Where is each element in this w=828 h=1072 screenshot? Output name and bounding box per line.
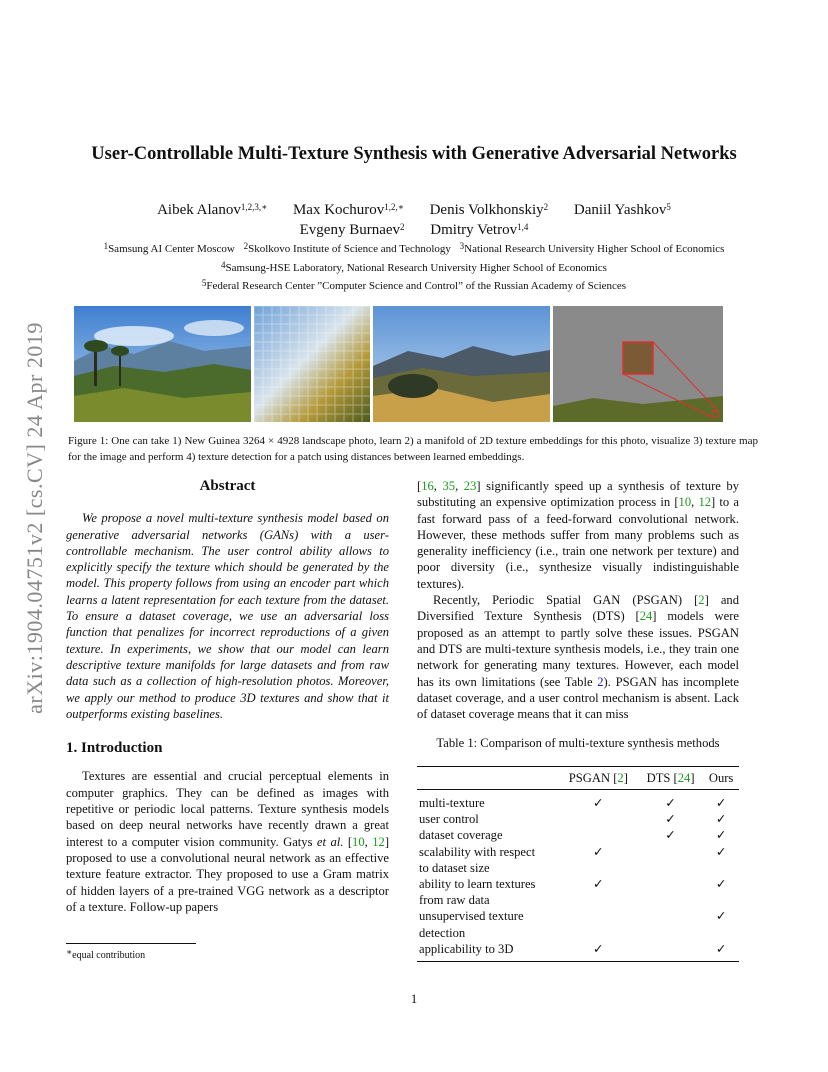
citation-link[interactable]: 35 bbox=[442, 479, 456, 493]
table-row: ability to learn textures from raw data ✓ ✓ bbox=[419, 876, 727, 908]
intro-heading: 1. Introduction bbox=[66, 740, 163, 757]
table-header-ours: Ours bbox=[708, 770, 734, 785]
arxiv-stamp: arXiv:1904.04751v2 [cs.CV] 24 Apr 2019 bbox=[22, 322, 47, 714]
table-caption: Table 1: Comparison of multi-texture synthesis methods bbox=[436, 736, 720, 751]
citation-link[interactable]: 24 bbox=[639, 609, 653, 624]
page-number: 1 bbox=[410, 992, 418, 1006]
citation-link[interactable]: 24 bbox=[677, 770, 691, 785]
right-paragraph-2: Recently, Periodic Spatial GAN (PSGAN) [2] and Diversified Texture Synthesis (DTS) [24] models were proposed as an attempt to partly solve these issues. PSGAN and DTS are multi-texture synthesis models, i.e., they train one network for generating many textures. However, each model has its own limitations (see Table 2). PSGAN has incomplete dataset coverage, and a user control mechanism is absent. Lack of dataset coverage means that it can miss bbox=[417, 593, 739, 722]
right-paragraph-1: [16, 35, 23] significantly speed up a synthesis of texture by substituting an expensive optimization process in [10, 12] to a fast forward pass of a feed-forward convolutional network. However, these methods suffer from many problems such as generality inefficiency (i.e., train one network per texture) and poor diversity (i.e., synthesize visually indistinguishable textures). bbox=[417, 479, 740, 591]
table-header-dts: DTS [24] bbox=[646, 770, 695, 785]
intro-paragraph: Textures are essential and crucial perceptual elements in computer graphics. They can be defined as images with repetitive or periodic local patterns. Texture synthesis models based on deep neural networks have recently drawn a great interest to a computer vision community. Gatys et al. [10, 12] proposed to use a convolutional neural network as an effective texture feature extractor. They proposed to use a Gram matrix of hidden layers of a pre-trained VGG network as a descriptor of a texture. Follow-up papers bbox=[66, 769, 390, 914]
figure-1 bbox=[74, 306, 723, 422]
table-header-blank bbox=[417, 766, 559, 789]
footnote: ∗equal contribution bbox=[66, 943, 196, 961]
author: Denis Volkhonskiy$^2$ bbox=[429, 202, 549, 218]
authors-row-2 bbox=[60, 220, 768, 240]
paper-title: User-Controllable Multi-Texture Synthesis with Generative Adversarial Networks bbox=[91, 144, 737, 164]
affiliation-5: $^5$Federal Research Center ”Computer Science and Control” of the Russian Academy of Sciences bbox=[201, 278, 627, 292]
citation-link[interactable]: 12 bbox=[372, 834, 385, 849]
author: Dmitry Vetrov$^{1,4}$ bbox=[430, 222, 529, 238]
authors-row-1 bbox=[60, 200, 768, 220]
table-row: unsupervised texture detection ✓ bbox=[419, 909, 727, 940]
landscape-photo bbox=[74, 306, 251, 422]
citation-link[interactable]: 2 bbox=[617, 770, 624, 785]
abstract-text: We propose a novel multi-texture synthesis model based on generative adversarial networks (GANs) with a user-controllable mechanism. The user control ability allows to explicitly specify the texture which should be generated by the model. This property follows from using an encoder part which learns a latent representation for each texture from the dataset. To ensure a dataset coverage, we use an adversarial loss function that penalizes for incorrect reproductions of a given texture. In experiments, we show that our model can learn descriptive texture manifolds for large datasets and from raw data such as a collection of high-resolution photos. Moreover, we apply our method to produce 3D textures and show that it outperforms existing baselines. bbox=[66, 511, 389, 721]
author: Daniil Yashkov$^5$ bbox=[573, 202, 671, 218]
citation-link[interactable]: 23 bbox=[463, 479, 477, 493]
right-column bbox=[417, 478, 739, 962]
abstract-heading: Abstract bbox=[199, 478, 256, 494]
citation-link[interactable]: 10 bbox=[352, 834, 365, 849]
citation-link[interactable]: 2 bbox=[698, 593, 705, 608]
figure-caption: Figure 1: One can take 1) New Guinea 3264 × 4928 landscape photo, learn 2) a manifold of 2D texture embeddings for this photo, visualize 3) texture map for the image and perform 4) texture detection for a patch using distances between learned embeddings. bbox=[68, 435, 758, 463]
table-row: scalability with respect to dataset size ✓ ✓ bbox=[419, 844, 727, 875]
author: Evgeny Burnaev$^2$ bbox=[299, 222, 405, 238]
left-column bbox=[66, 478, 389, 915]
table-row: applicability to 3D ✓ ✓ bbox=[419, 941, 727, 956]
texture-manifold bbox=[254, 306, 370, 422]
texture-detection bbox=[553, 306, 723, 422]
table-row: user control ✓ ✓ bbox=[419, 812, 727, 827]
citation-link[interactable]: 10 bbox=[678, 495, 692, 510]
texture-map bbox=[373, 306, 550, 422]
affiliations-row-1: $^1$Samsung AI Center Moscow $^2$Skolkovo Institute of Science and Technology $^3$National Research University Higher School of Economics bbox=[103, 241, 725, 255]
comparison-table bbox=[417, 766, 739, 962]
citation-link[interactable]: 16 bbox=[421, 479, 434, 493]
table-row: dataset coverage ✓ ✓ bbox=[419, 828, 727, 843]
table-header-psgan: PSGAN [2] bbox=[568, 770, 628, 785]
table-ref-link[interactable]: 2 bbox=[597, 674, 604, 689]
author: Aibek Alanov$^{1,2,3,∗}$ bbox=[157, 202, 268, 218]
citation-link[interactable]: 12 bbox=[698, 495, 712, 510]
affiliation-4: $^4$Samsung-HSE Laboratory, National Research University Higher School of Economics bbox=[221, 260, 607, 274]
author: Max Kochurov$^{1,2,∗}$ bbox=[292, 202, 404, 218]
table-row: multi-texture ✓ ✓ ✓ bbox=[419, 795, 727, 810]
